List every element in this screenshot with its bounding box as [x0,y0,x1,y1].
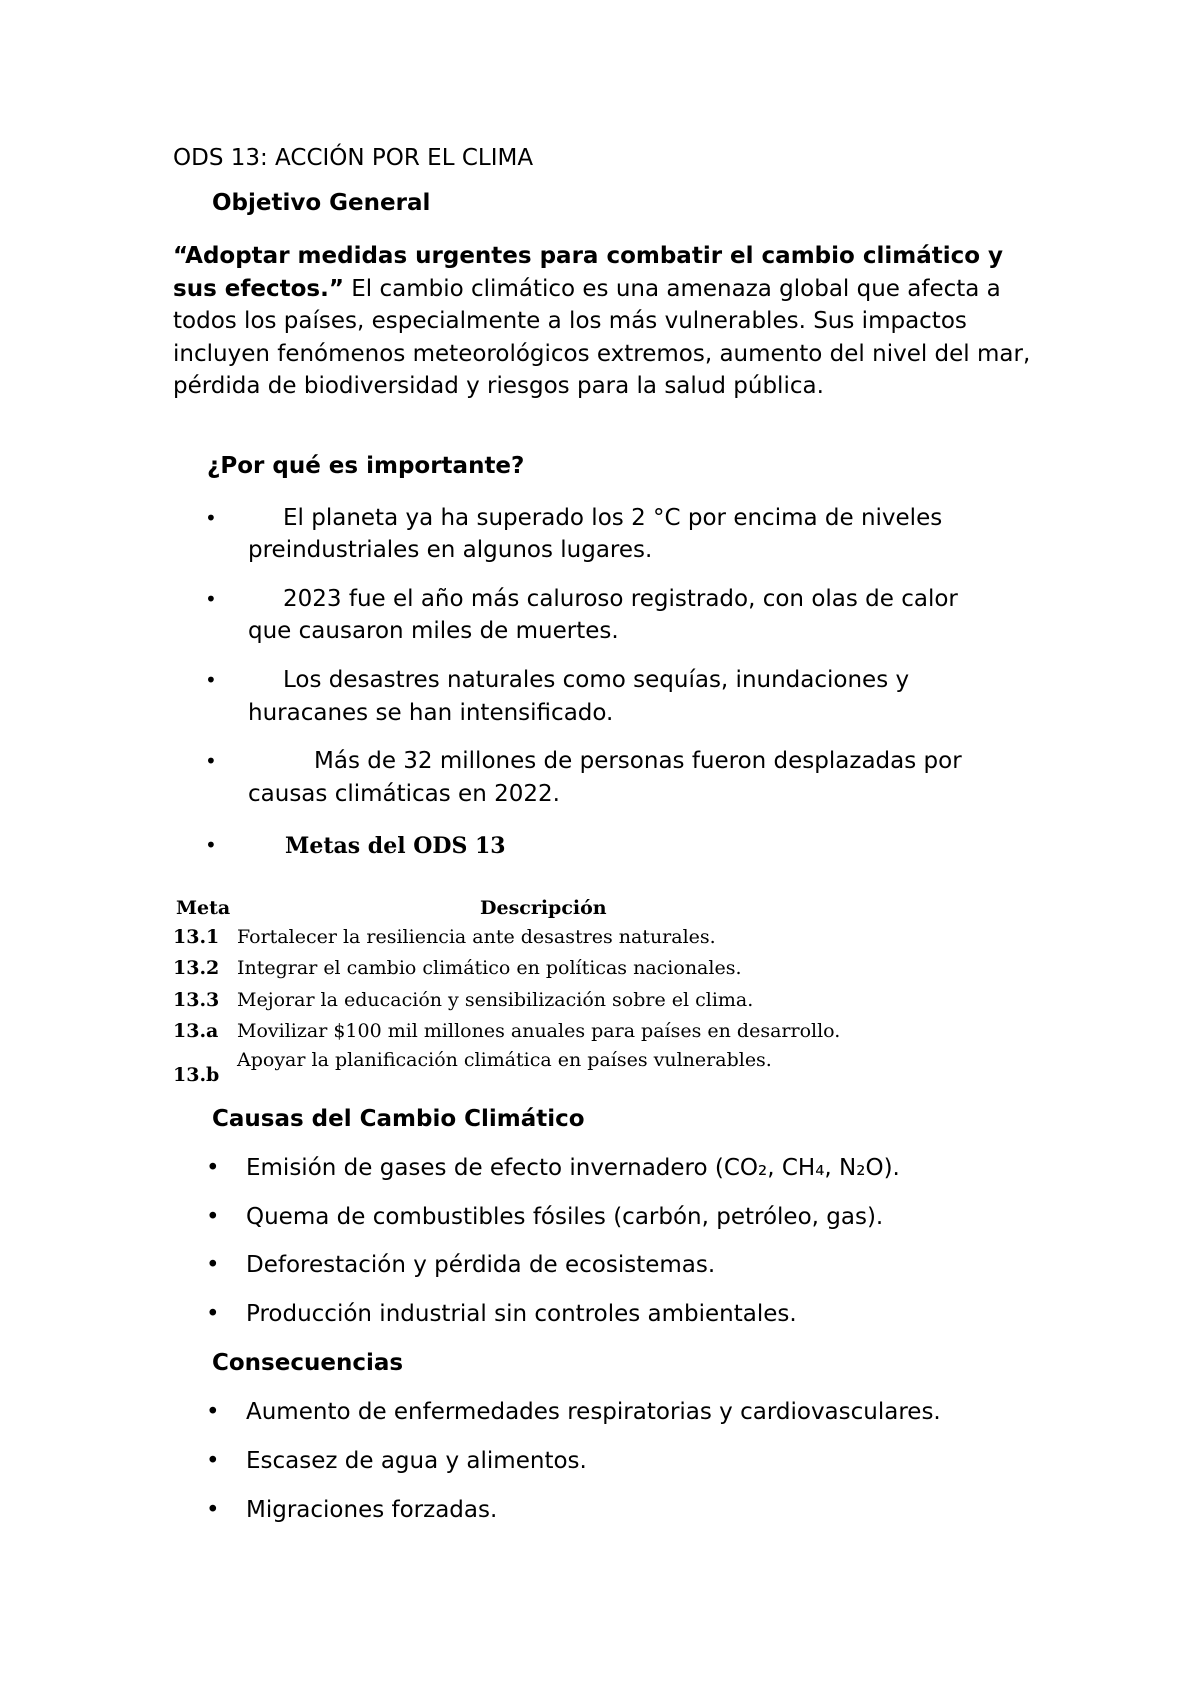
table-cell-code: 13.1 [173,926,220,948]
bullet-icon: • [206,1204,220,1230]
consecuencias-heading: Consecuencias [212,1350,404,1376]
list-item: Más de 32 millones de personas fueron desplazadas por [314,748,962,774]
importante-heading: ¿Por qué es importante? [207,453,525,479]
table-cell-code: 13.3 [173,989,220,1011]
objetivo-text: El cambio climático es una amenaza global que afecta a todos los países, especialmente a los más vulnerables. Sus impactos incluyen fenómenos meteorológicos extremos, aumento del nivel del mar, pérdida de biodiversidad y riesgos para la salud pública. [173,275,1031,399]
list-item: Los desastres naturales como sequías, inundaciones y [283,667,910,693]
list-item-continuation: que causaron miles de muertes. [248,618,619,644]
bullet-icon: • [206,1497,220,1523]
bullet-icon: • [206,1155,220,1181]
list-item: El planeta ya ha superado los 2 °C por encima de niveles [283,505,943,531]
metas-heading: Metas del ODS 13 [285,833,506,859]
list-item: Emisión de gases de efecto invernadero (CO₂, CH₄, N₂O). [246,1155,900,1181]
bullet-icon: • [205,506,217,530]
list-item-continuation: preindustriales en algunos lugares. [248,537,653,563]
bullet-icon: • [205,587,217,611]
list-item: 2023 fue el año más caluroso registrado, con olas de calor [283,586,958,612]
table-cell-description: Integrar el cambio climático en políticas nacionales. [237,957,742,979]
list-item-continuation: huracanes se han intensificado. [248,700,614,726]
page-title: ODS 13: ACCIÓN POR EL CLIMA [173,145,534,171]
list-item: Escasez de agua y alimentos. [246,1448,587,1474]
bullet-icon: • [205,668,217,692]
bullet-icon: • [206,1301,220,1327]
list-item: Deforestación y pérdida de ecosistemas. [246,1252,716,1278]
table-cell-code: 13.2 [173,957,220,979]
table-cell-description: Mejorar la educación y sensibilización sobre el clima. [237,989,754,1011]
list-item-continuation: causas climáticas en 2022. [248,781,560,807]
list-item: Quema de combustibles fósiles (carbón, petróleo, gas). [246,1204,884,1230]
objetivo-quote: “Adoptar medidas urgentes para combatir el cambio climático y sus efectos.” [173,243,1004,302]
bullet-icon: • [205,749,217,773]
bullet-icon: • [206,1448,220,1474]
table-cell-description: Movilizar $100 mil millones anuales para países en desarrollo. [237,1020,841,1042]
bullet-icon: • [206,1399,220,1425]
table-cell-description: Fortalecer la resiliencia ante desastres naturales. [237,926,716,948]
list-item: Producción industrial sin controles ambientales. [246,1301,797,1327]
table-header-meta: Meta [176,897,231,919]
list-item: Migraciones forzadas. [246,1497,498,1523]
list-item: Aumento de enfermedades respiratorias y cardiovasculares. [246,1399,941,1425]
table-cell-code: 13.a [173,1020,219,1042]
objetivo-heading: Objetivo General [212,190,431,216]
objetivo-paragraph [173,240,1053,403]
table-cell-description: Apoyar la planificación climática en países vulnerables. [237,1049,772,1071]
bullet-icon: • [206,1252,220,1278]
bullet-icon: • [205,833,217,857]
causas-heading: Causas del Cambio Climático [212,1106,585,1132]
table-header-description: Descripción [480,897,607,919]
table-cell-code: 13.b [173,1064,220,1086]
